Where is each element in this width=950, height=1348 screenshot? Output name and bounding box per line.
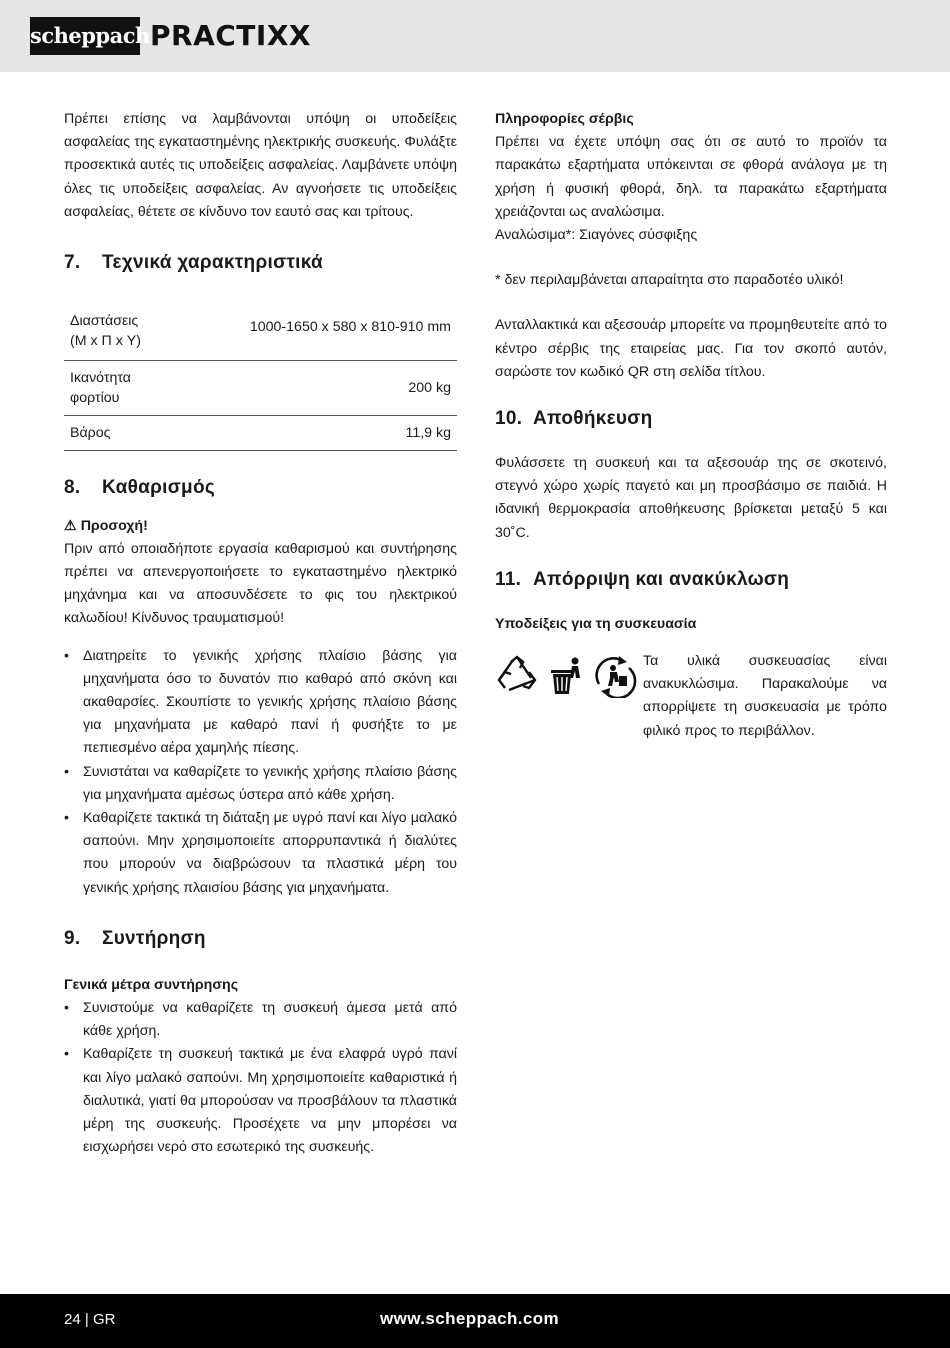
page-header bbox=[0, 0, 950, 72]
list-item: • Καθαρίζετε τη συσκευή τακτικά με ένα ελαφρά υγρό πανί και λίγο μαλακό σαπούνι. Μη χρησιμοποιείτε καθαριστικά ή διαλυτικά, γιατί θα μπορούσαν να προσβάλουν τα πλαστικά μέρη της συσκευής. Προσέχετε να μην μπορέσει να εισχωρήσει νερό στο εσωτερικό της συσκευής. bbox=[64, 1046, 457, 1156]
warning-heading bbox=[64, 515, 457, 538]
page-footer bbox=[0, 1294, 950, 1348]
section-number: 9. bbox=[64, 927, 81, 949]
packaging-info bbox=[495, 650, 887, 750]
maintenance-list bbox=[64, 997, 457, 1159]
consumables-text: Αναλώσιμα*: Σιαγόνες σύσφιξης bbox=[495, 227, 698, 244]
intro-paragraph: Πρέπει επίσης να λαμβάνονται υπόψη οι υποδείξεις ασφαλείας της εγκαταστημένης ηλεκτρικής συσκευής. Φυλάξτε προσεκτικά αυτές τις υποδείξεις ασφαλείας. Λαμβάνετε υπόψη όλες τις υποδείξεις ασφαλείας. Αν αγνοήσετε τις υποδείξεις ασφαλείας, θέτετε σε κίνδυνο τον εαυτό σας και τρίτους. bbox=[64, 111, 457, 220]
spec-value: 1000-1650 x 580 x 810-910 mm bbox=[249, 319, 451, 336]
section-10-heading bbox=[495, 406, 887, 432]
left-column bbox=[64, 108, 457, 1159]
list-item: • Συνιστάται να καθαρίζετε το γενικής χρήσης πλαίσιο βάσης για μηχανήματα αμέσως ύστερα από κάθε χρήση. bbox=[64, 763, 457, 803]
section-title: Απόρριψη και ανακύκλωση bbox=[533, 568, 790, 590]
warning-text: Πριν από οποιαδήποτε εργασία καθαρισμού και συντήρησης πρέπει να απενεργοποιήσετε το εγκαταστημένο ηλεκτρικό μηχάνημα και να αποσυνδέσετε το φις του ηλεκτρικού καλωδίου! Κίνδυνος τραυματισμού! bbox=[64, 540, 457, 627]
section-7-heading bbox=[64, 250, 457, 276]
recycle-icon bbox=[495, 654, 539, 698]
list-item: • Διατηρείτε το γενικής χρήσης πλαίσιο βάσης για μηχανήματα όσο το δυνατόν πιο καθαρό από σκόνη και ακαθαρσίες. Σκουπίστε το γενικής χρήσης πλαίσιο βάσης για μηχανήματα με καθαρό πανί ή φυσήξτε το με πεπιεσμένο αέρα χαμηλής πίεσης. bbox=[64, 647, 457, 757]
section-9-heading bbox=[64, 926, 457, 952]
service-text: Πρέπει να έχετε υπόψη σας ότι σε αυτό το προϊόν τα παρακάτω εξαρτήματα υπόκεινται σε φθορά ανάλογα με τη χρήση ή φυσική φθορά, δηλ. τα παρακάτω εξαρτήματα χρειάζονται ως αναλώσιμα. bbox=[495, 134, 887, 220]
list-item: • Καθαρίζετε τακτικά τη διάταξη με υγρό πανί και λίγο μαλακό σαπούνι. Μην χρησιμοποιείτε απορρυπαντικά ή διαλύτες που μπορούν να διαβρώσουν τα πλαστικά μέρη του γενικής χρήσης πλαισίου βάσης για μηχανήματα. bbox=[64, 809, 457, 896]
section-8-heading bbox=[64, 475, 457, 501]
scheppach-logo: scheppach bbox=[30, 17, 140, 55]
trash-bin-icon bbox=[545, 654, 585, 698]
section-title: Τεχνικά χαρακτηριστικά bbox=[102, 252, 323, 274]
section-number: 10. bbox=[495, 408, 523, 430]
spec-label: Ικανότητα φορτίου bbox=[70, 369, 131, 406]
packaging-title: Υποδείξεις για τη συσκευασία bbox=[495, 615, 697, 632]
spec-value: 200 kg bbox=[408, 379, 451, 396]
page-number: 24 | GR bbox=[64, 1311, 116, 1328]
section-number: 11. bbox=[495, 568, 522, 590]
spec-table bbox=[64, 302, 457, 451]
list-item: • Συνιστούμε να καθαρίζετε τη συσκευή άμεσα μετά από κάθε χρήση. bbox=[64, 999, 457, 1040]
spec-label: Βάρος bbox=[70, 424, 111, 441]
table-row bbox=[64, 360, 457, 415]
section-title: Καθαρισμός bbox=[102, 476, 216, 498]
table-row bbox=[64, 302, 457, 360]
section-number: 7. bbox=[64, 252, 81, 274]
section-title: Συντήρηση bbox=[102, 927, 206, 949]
maintenance-subtitle: Γενικά μέτρα συντήρησης bbox=[64, 976, 239, 993]
warning-title: Προσοχή! bbox=[80, 517, 148, 534]
footnote-text: * δεν περιλαμβάνεται απαραίτητα στο παραδοτέο υλικό! bbox=[495, 272, 844, 289]
section-number: 8. bbox=[64, 476, 81, 498]
service-title: Πληροφορίες σέρβις bbox=[495, 111, 634, 127]
spec-label: Διαστάσεις (Μ x Π x Υ) bbox=[70, 312, 141, 349]
storage-text: Φυλάσσετε τη συσκευή και τα αξεσουάρ της σε σκοτεινό, στεγνό χώρο χωρίς παγετό και μη προσβάσιμο σε παιδιά. Η ιδανική θερμοκρασία αποθήκευσης βρίσκεται μεταξύ 5 και 30˚C. bbox=[495, 455, 887, 541]
packaging-text: Τα υλικά συσκευασίας είναι ανακυκλώσιμα. Παρακαλούμε να απορρίψετε τη συσκευασία με τρόπο φιλικό προς το περιβάλλον. bbox=[643, 653, 887, 739]
practixx-brand: PRACTIXX bbox=[150, 19, 311, 52]
spec-value: 11,9 kg bbox=[405, 424, 451, 441]
website-url: www.scheppach.com bbox=[380, 1309, 560, 1328]
section-title: Αποθήκευση bbox=[533, 408, 653, 430]
warning-icon: ⚠ bbox=[64, 517, 77, 534]
tidyman-recycle-icon bbox=[591, 654, 639, 698]
table-row bbox=[64, 415, 457, 450]
section-11-heading bbox=[495, 567, 887, 593]
cleaning-list bbox=[64, 645, 457, 900]
right-column bbox=[495, 108, 887, 750]
parts-text: Ανταλλακτικά και αξεσουάρ μπορείτε να προμηθευτείτε από το κέντρο σέρβις της εταιρείας μας. Για τον σκοπό αυτόν, σαρώστε τον κωδικό QR στη σελίδα τίτλου. bbox=[495, 317, 887, 380]
recycling-icons bbox=[495, 654, 639, 698]
